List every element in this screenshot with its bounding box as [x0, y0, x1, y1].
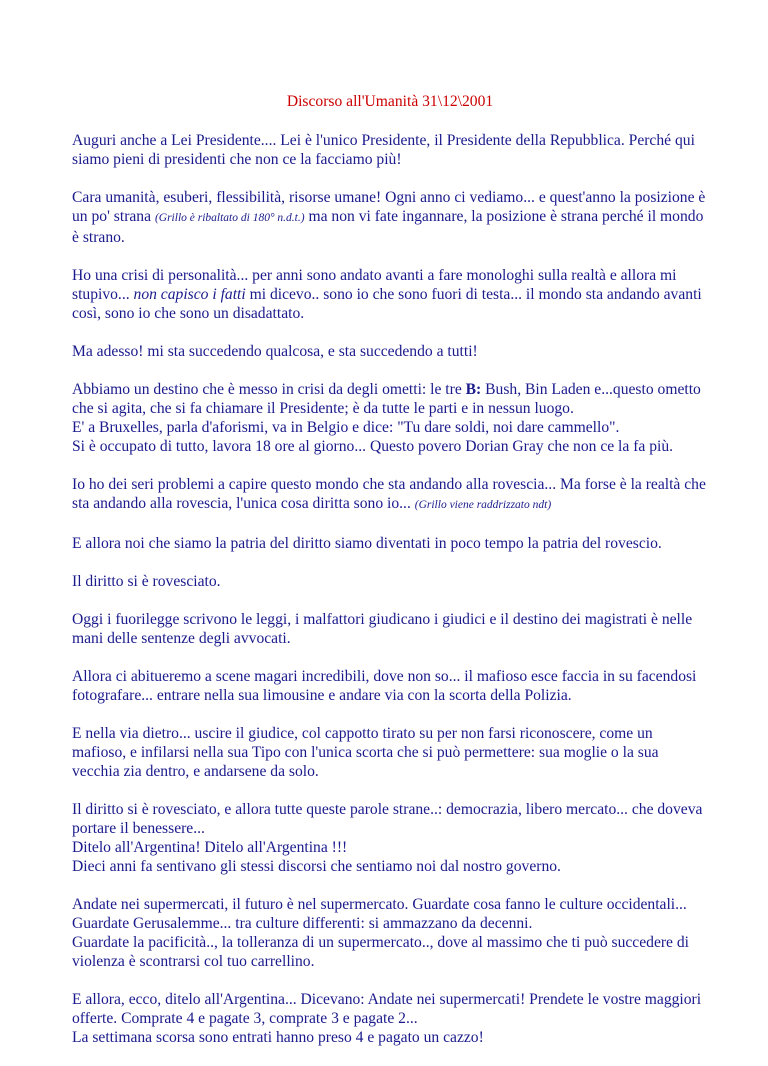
paragraph-1 — [72, 131, 708, 169]
paragraph-6 — [72, 475, 708, 515]
paragraph-5-line-3: Si è occupato di tutto, lavora 18 ore al giorno... Questo povero Dorian Gray che non ce la fa più. — [72, 438, 674, 455]
paragraph-4-text: Ma adesso! mi sta succedendo qualcosa, e sta succedendo a tutti! — [72, 343, 478, 360]
paragraph-3-text-b: mi dicevo.. sono io che sono fuori di testa... il mondo sta andando avanti così, sono io che sono un disadattato. — [72, 286, 702, 322]
paragraph-11-text: E nella via dietro... uscire il giudice, col cappotto tirato su per non farsi riconoscere, come un mafioso, e infilarsi nella sua Tipo con l'unica scorta che si può permettere: sua moglie o la sua vecchia zia dentro, e andarsene da solo. — [72, 725, 659, 780]
paragraph-6-stage-note: (Grillo viene raddrizzato ndt) — [414, 499, 552, 511]
document-page — [72, 92, 708, 1066]
paragraph-8-text: Il diritto si è rovesciato. — [72, 573, 221, 590]
paragraph-3 — [72, 266, 708, 323]
document-title: Discorso all'Umanità 31\12\2001 — [286, 93, 494, 110]
paragraph-2-text-b: ma non vi fate ingannare, la posizione è strana perché il mondo è strano. — [72, 208, 704, 246]
paragraph-12 — [72, 800, 708, 876]
paragraph-4 — [72, 342, 708, 361]
paragraph-10-text: Allora ci abitueremo a scene magari incredibili, dove non so... il mafioso esce faccia in su facendosi fotografare... entrare nella sua limousine e andare via con la scorta della Polizia. — [72, 668, 697, 704]
paragraph-13-line-1: Andate nei supermercati, il futuro è nel supermercato. Guardate cosa fanno le culture occidentali... — [72, 896, 687, 913]
paragraph-5-line-1 — [72, 380, 708, 418]
paragraph-5-text-a: Abbiamo un destino che è messo in crisi da degli ometti: le tre — [72, 381, 466, 398]
paragraph-6-text: Io ho dei seri problemi a capire questo mondo che sta andando alla rovescia... Ma forse è la realtà che sta andando alla rovescia, l'unica cosa diritta sono io... — [72, 476, 706, 512]
paragraph-5-bold: B: — [465, 381, 482, 398]
paragraph-2-stage-note: (Grillo è ribaltato di 180° n.d.t.) — [154, 212, 305, 224]
paragraph-12-line-2: Ditelo all'Argentina! Ditelo all'Argentina !!! — [72, 839, 348, 856]
paragraph-5-line-2: E' a Bruxelles, parla d'aforismi, va in Belgio e dice: "Tu dare soldi, noi dare cammello". — [72, 419, 620, 436]
paragraph-5-text-b: Bush, Bin Laden e...questo ometto che si agita, che si fa chiamare il Presidente; è da tutte le parti e in nessun luogo. — [72, 381, 701, 417]
paragraph-11 — [72, 724, 708, 781]
paragraph-7 — [72, 534, 708, 553]
paragraph-1-text: Auguri anche a Lei Presidente.... Lei è l'unico Presidente, il Presidente della Repubblica. Perché qui siamo pieni di presidenti che non ce la facciamo più! — [72, 132, 695, 168]
paragraph-2 — [72, 188, 708, 247]
paragraph-12-line-3: Dieci anni fa sentivano gli stessi discorsi che sentiamo noi dal nostro governo. — [72, 858, 561, 875]
paragraph-8 — [72, 572, 708, 591]
paragraph-13-line-2: Guardate Gerusalemme... tra culture differenti: si ammazzano da decenni. — [72, 915, 533, 932]
paragraph-2-text-a: Cara umanità, esuberi, flessibilità, risorse umane! Ogni anno ci vediamo... e quest'anno la posizione è un po' strana — [72, 189, 706, 225]
paragraph-14-line-2: La settimana scorsa sono entrati hanno preso 4 e pagato un cazzo! — [72, 1029, 484, 1046]
paragraph-13 — [72, 895, 708, 971]
paragraph-10 — [72, 667, 708, 705]
paragraph-3-italic-quote: non capisco i fatti — [133, 286, 246, 303]
paragraph-12-line-1: Il diritto si è rovesciato, e allora tutte queste parole strane..: democrazia, libero mercato... che doveva portare il benessere... — [72, 801, 703, 837]
paragraph-5 — [72, 380, 708, 456]
paragraph-9 — [72, 610, 708, 648]
paragraph-9-text: Oggi i fuorilegge scrivono le leggi, i malfattori giudicano i giudici e il destino dei magistrati è nelle mani delle sentenze degli avvocati. — [72, 611, 693, 647]
paragraph-13-line-3: Guardate la pacificità.., la tolleranza di un supermercato.., dove al massimo che ti può succedere di violenza è scontrarsi col tuo carrellino. — [72, 934, 690, 970]
paragraph-3-text-a: Ho una crisi di personalità... per anni sono andato avanti a fare monologhi sulla realtà e allora mi stupivo... — [72, 267, 677, 303]
paragraph-7-text: E allora noi che siamo la patria del diritto siamo diventati in poco tempo la patria del rovescio. — [72, 535, 662, 552]
paragraph-14 — [72, 990, 708, 1047]
paragraph-14-line-1: E allora, ecco, ditelo all'Argentina... Dicevano: Andate nei supermercati! Prendete le vostre maggiori offerte. Comprate 4 e pagate 3, comprate 3 e pagate 2... — [72, 991, 702, 1027]
